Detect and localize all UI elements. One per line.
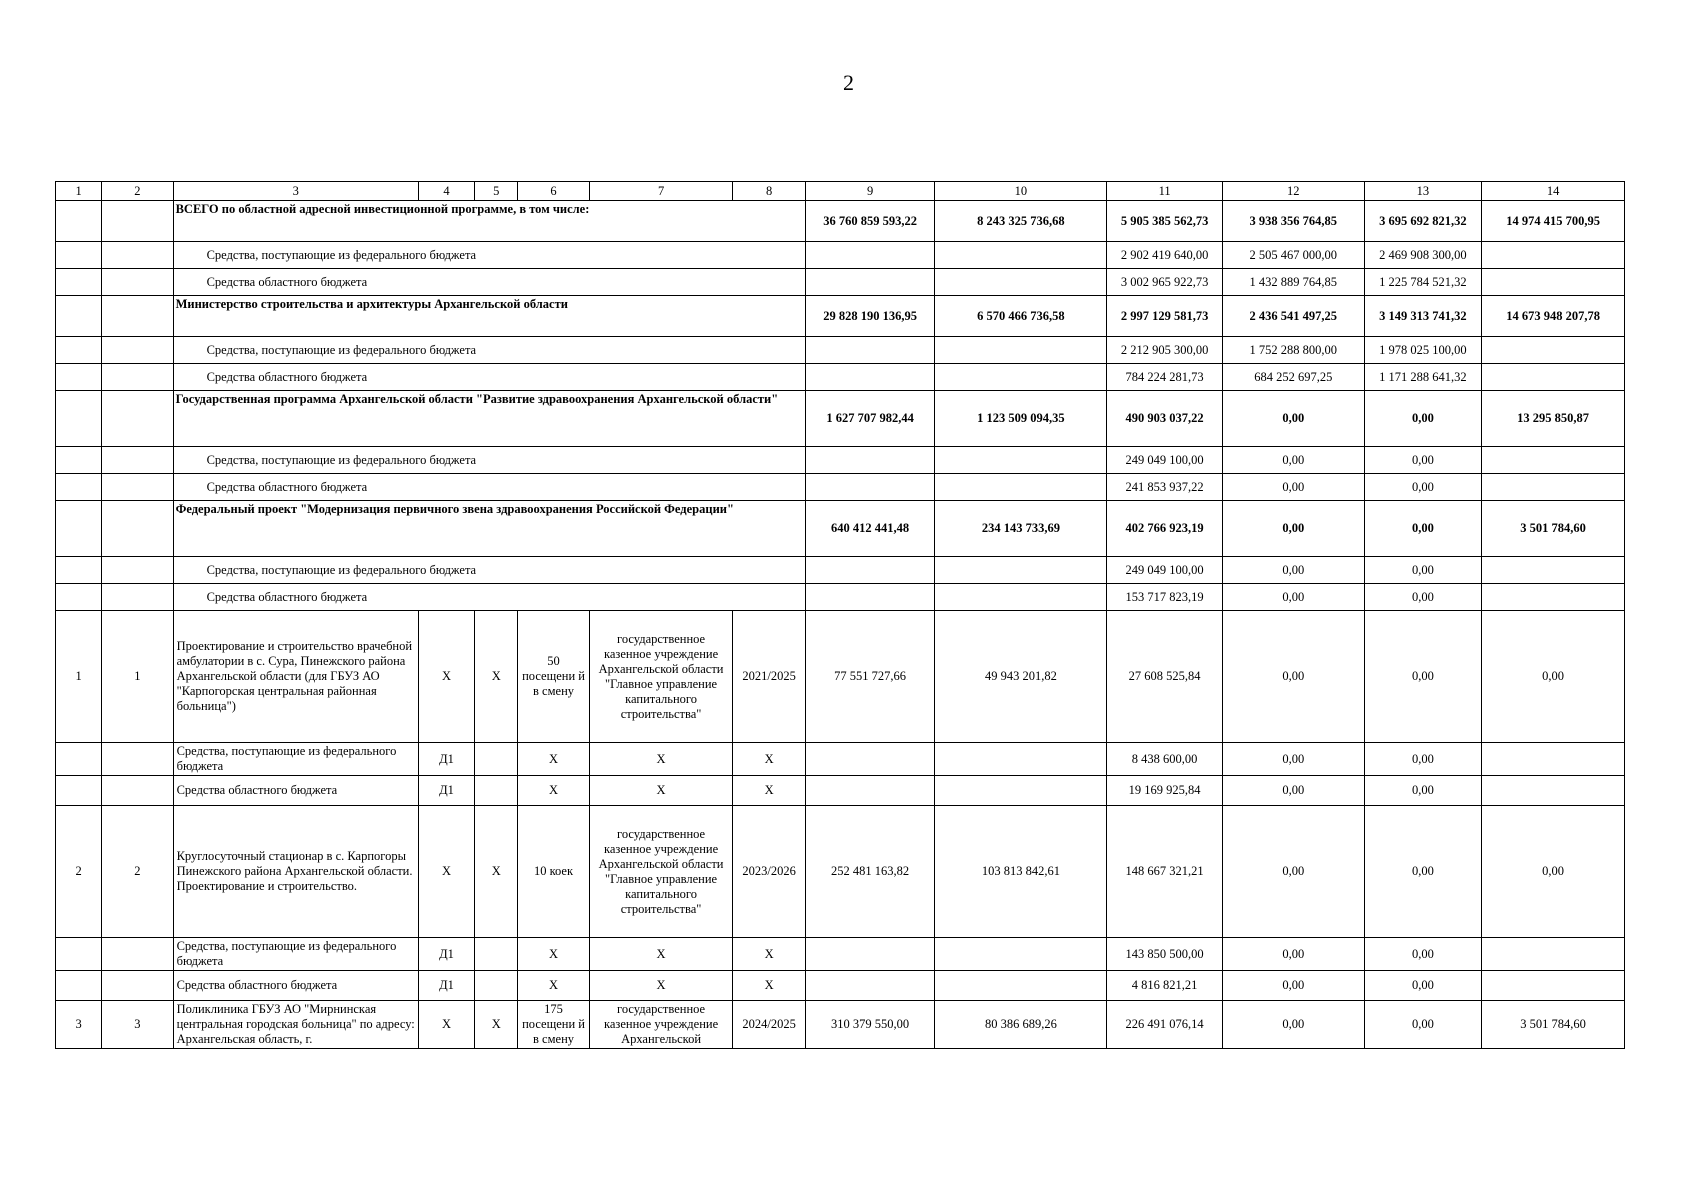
- funding-source-label: Средства, поступающие из федерального бюджета: [173, 557, 805, 584]
- amount-v12: 0,00: [1222, 447, 1364, 474]
- cell-col-5: Х: [475, 1001, 518, 1049]
- cell-col-2: [102, 391, 173, 447]
- budget-table: [55, 181, 1625, 1049]
- cell-col-2: [102, 501, 173, 557]
- amount-v13: 2 469 908 300,00: [1364, 242, 1482, 269]
- amount-v12: 0,00: [1222, 743, 1364, 776]
- amount-v13: 0,00: [1364, 557, 1482, 584]
- amount-v9: [805, 242, 935, 269]
- amount-v11: 249 049 100,00: [1107, 447, 1223, 474]
- cell-col-5: [475, 743, 518, 776]
- amount-v11: 5 905 385 562,73: [1107, 201, 1223, 242]
- cell-col-7: Х: [589, 776, 733, 806]
- amount-v9: 29 828 190 136,95: [805, 296, 935, 337]
- column-number-header: 11: [1107, 182, 1223, 201]
- cell-col-1: [56, 474, 102, 501]
- cell-col-6: Х: [518, 776, 589, 806]
- project-name: Поликлиника ГБУЗ АО "Мирнинская центральная городская больница" по адресу: Архангельская область, г.: [173, 1001, 418, 1049]
- amount-v13: 3 695 692 821,32: [1364, 201, 1482, 242]
- amount-v11: 249 049 100,00: [1107, 557, 1223, 584]
- amount-v12: 3 938 356 764,85: [1222, 201, 1364, 242]
- amount-v13: 0,00: [1364, 1001, 1482, 1049]
- table-row: [56, 337, 1625, 364]
- column-number-header: 10: [935, 182, 1107, 201]
- funding-source-label: Средства, поступающие из федерального бюджета: [173, 447, 805, 474]
- cell-col-1: [56, 201, 102, 242]
- amount-v11: 148 667 321,21: [1107, 806, 1223, 938]
- amount-v14: [1482, 584, 1625, 611]
- cell-col-2: [102, 242, 173, 269]
- amount-v10: 1 123 509 094,35: [935, 391, 1107, 447]
- amount-v12: 0,00: [1222, 611, 1364, 743]
- cell-col-4: Х: [418, 806, 474, 938]
- amount-v9: [805, 584, 935, 611]
- amount-v13: 1 171 288 641,32: [1364, 364, 1482, 391]
- amount-v14: [1482, 743, 1625, 776]
- amount-v11: 2 997 129 581,73: [1107, 296, 1223, 337]
- item-sub-number: 1: [102, 611, 173, 743]
- amount-v10: [935, 474, 1107, 501]
- cell-col-1: [56, 743, 102, 776]
- table-row: [56, 474, 1625, 501]
- amount-v12: 0,00: [1222, 938, 1364, 971]
- funding-source-label: Средства областного бюджета: [173, 776, 418, 806]
- amount-v9: 310 379 550,00: [805, 1001, 935, 1049]
- cell-col-2: [102, 971, 173, 1001]
- table-row: [56, 776, 1625, 806]
- cell-col-4: Х: [418, 1001, 474, 1049]
- amount-v14: [1482, 938, 1625, 971]
- column-number-header: 6: [518, 182, 589, 201]
- amount-v14: [1482, 337, 1625, 364]
- amount-v11: 3 002 965 922,73: [1107, 269, 1223, 296]
- cell-col-4: Д1: [418, 971, 474, 1001]
- item-sub-number: 2: [102, 806, 173, 938]
- cell-col-8: Х: [733, 971, 805, 1001]
- amount-v13: 3 149 313 741,32: [1364, 296, 1482, 337]
- amount-v10: [935, 269, 1107, 296]
- amount-v12: 0,00: [1222, 806, 1364, 938]
- amount-v9: [805, 938, 935, 971]
- amount-v10: [935, 337, 1107, 364]
- cell-col-1: [56, 242, 102, 269]
- amount-v12: 0,00: [1222, 391, 1364, 447]
- column-number-header: 9: [805, 182, 935, 201]
- group-title: Федеральный проект "Модернизация первичного звена здравоохранения Российской Федерации": [173, 501, 805, 557]
- project-name: Проектирование и строительство врачебной амбулатории в с. Сура, Пинежского района Архангельской области (для ГБУЗ АО "Карпогорская центральная районная больница"): [173, 611, 418, 743]
- funding-source-label: Средства, поступающие из федерального бюджета: [173, 242, 805, 269]
- amount-v14: [1482, 447, 1625, 474]
- amount-v9: [805, 447, 935, 474]
- funding-source-label: Средства, поступающие из федерального бюджета: [173, 337, 805, 364]
- amount-v10: 6 570 466 736,58: [935, 296, 1107, 337]
- table-row: [56, 971, 1625, 1001]
- cell-col-1: [56, 971, 102, 1001]
- amount-v13: 1 225 784 521,32: [1364, 269, 1482, 296]
- column-number-header: 8: [733, 182, 805, 201]
- project-name: Круглосуточный стационар в с. Карпогоры Пинежского района Архангельской области. Проектирование и строительство.: [173, 806, 418, 938]
- cell-col-8: Х: [733, 938, 805, 971]
- cell-col-2: [102, 269, 173, 296]
- item-number: 2: [56, 806, 102, 938]
- cell-col-1: [56, 391, 102, 447]
- amount-v10: [935, 557, 1107, 584]
- cell-col-2: [102, 296, 173, 337]
- cell-col-2: [102, 776, 173, 806]
- amount-v13: 0,00: [1364, 743, 1482, 776]
- amount-v10: [935, 743, 1107, 776]
- amount-v9: 252 481 163,82: [805, 806, 935, 938]
- cell-col-8: Х: [733, 776, 805, 806]
- column-number-header: 12: [1222, 182, 1364, 201]
- customer: государственное казенное учреждение Архангельской: [589, 1001, 733, 1049]
- cell-col-5: [475, 776, 518, 806]
- amount-v10: [935, 242, 1107, 269]
- amount-v9: [805, 971, 935, 1001]
- amount-v10: [935, 938, 1107, 971]
- funding-source-label: Средства областного бюджета: [173, 474, 805, 501]
- column-number-header: 2: [102, 182, 173, 201]
- amount-v13: 0,00: [1364, 938, 1482, 971]
- cell-col-4: Д1: [418, 776, 474, 806]
- cell-col-1: [56, 776, 102, 806]
- table-row: [56, 201, 1625, 242]
- cell-col-1: [56, 337, 102, 364]
- amount-v11: 4 816 821,21: [1107, 971, 1223, 1001]
- cell-col-2: [102, 557, 173, 584]
- funding-source-label: Средства областного бюджета: [173, 269, 805, 296]
- amount-v14: 0,00: [1482, 806, 1625, 938]
- amount-v14: [1482, 242, 1625, 269]
- cell-col-5: [475, 938, 518, 971]
- cell-col-1: [56, 501, 102, 557]
- amount-v12: 0,00: [1222, 557, 1364, 584]
- amount-v9: [805, 743, 935, 776]
- cell-col-2: [102, 743, 173, 776]
- amount-v13: 0,00: [1364, 447, 1482, 474]
- amount-v14: 0,00: [1482, 611, 1625, 743]
- column-number-header: 14: [1482, 182, 1625, 201]
- amount-v11: 402 766 923,19: [1107, 501, 1223, 557]
- customer: государственное казенное учреждение Архангельской области "Главное управление капитального строительства": [589, 611, 733, 743]
- amount-v9: [805, 557, 935, 584]
- cell-col-4: Д1: [418, 938, 474, 971]
- cell-col-2: [102, 938, 173, 971]
- amount-v10: 8 243 325 736,68: [935, 201, 1107, 242]
- table-row: [56, 269, 1625, 296]
- amount-v9: 1 627 707 982,44: [805, 391, 935, 447]
- amount-v9: [805, 269, 935, 296]
- capacity: 175 посещени й в смену: [518, 1001, 589, 1049]
- amount-v13: 0,00: [1364, 391, 1482, 447]
- group-title: Министерство строительства и архитектуры Архангельской области: [173, 296, 805, 337]
- capacity: 50 посещени й в смену: [518, 611, 589, 743]
- amount-v14: [1482, 474, 1625, 501]
- amount-v14: 14 673 948 207,78: [1482, 296, 1625, 337]
- amount-v13: 0,00: [1364, 501, 1482, 557]
- cell-col-2: [102, 584, 173, 611]
- cell-col-2: [102, 201, 173, 242]
- item-number: 3: [56, 1001, 102, 1049]
- amount-v10: 49 943 201,82: [935, 611, 1107, 743]
- amount-v11: 27 608 525,84: [1107, 611, 1223, 743]
- amount-v12: 0,00: [1222, 584, 1364, 611]
- table-row: [56, 501, 1625, 557]
- amount-v9: [805, 364, 935, 391]
- cell-col-6: Х: [518, 971, 589, 1001]
- funding-source-label: Средства областного бюджета: [173, 364, 805, 391]
- amount-v14: 3 501 784,60: [1482, 1001, 1625, 1049]
- amount-v13: 0,00: [1364, 776, 1482, 806]
- table-row: [56, 743, 1625, 776]
- cell-col-2: [102, 474, 173, 501]
- table-row: [56, 584, 1625, 611]
- amount-v11: 19 169 925,84: [1107, 776, 1223, 806]
- amount-v9: 640 412 441,48: [805, 501, 935, 557]
- table-row: [56, 557, 1625, 584]
- table-row: [56, 806, 1625, 938]
- amount-v11: 8 438 600,00: [1107, 743, 1223, 776]
- amount-v10: [935, 364, 1107, 391]
- item-sub-number: 3: [102, 1001, 173, 1049]
- amount-v11: 241 853 937,22: [1107, 474, 1223, 501]
- cell-col-1: [56, 938, 102, 971]
- cell-col-1: [56, 296, 102, 337]
- amount-v13: 0,00: [1364, 474, 1482, 501]
- column-number-header: 1: [56, 182, 102, 201]
- amount-v13: 0,00: [1364, 806, 1482, 938]
- funding-source-label: Средства, поступающие из федерального бюджета: [173, 743, 418, 776]
- amount-v9: 36 760 859 593,22: [805, 201, 935, 242]
- amount-v14: [1482, 971, 1625, 1001]
- amount-v12: 684 252 697,25: [1222, 364, 1364, 391]
- amount-v10: 80 386 689,26: [935, 1001, 1107, 1049]
- amount-v13: 1 978 025 100,00: [1364, 337, 1482, 364]
- group-title: Государственная программа Архангельской области "Развитие здравоохранения Архангельской области": [173, 391, 805, 447]
- amount-v14: [1482, 557, 1625, 584]
- amount-v9: [805, 474, 935, 501]
- table-row: [56, 364, 1625, 391]
- amount-v11: 784 224 281,73: [1107, 364, 1223, 391]
- amount-v11: 2 212 905 300,00: [1107, 337, 1223, 364]
- amount-v12: 0,00: [1222, 474, 1364, 501]
- cell-col-2: [102, 364, 173, 391]
- cell-col-6: Х: [518, 938, 589, 971]
- item-number: 1: [56, 611, 102, 743]
- table-row: [56, 611, 1625, 743]
- amount-v12: 1 432 889 764,85: [1222, 269, 1364, 296]
- page-number: 2: [843, 70, 854, 95]
- cell-col-1: [56, 584, 102, 611]
- capacity: 10 коек: [518, 806, 589, 938]
- cell-col-1: [56, 364, 102, 391]
- amount-v14: [1482, 269, 1625, 296]
- amount-v12: 1 752 288 800,00: [1222, 337, 1364, 364]
- amount-v13: 0,00: [1364, 611, 1482, 743]
- amount-v12: 2 505 467 000,00: [1222, 242, 1364, 269]
- group-title: ВСЕГО по областной адресной инвестиционной программе, в том числе:: [173, 201, 805, 242]
- table-row: [56, 1001, 1625, 1049]
- amount-v10: 103 813 842,61: [935, 806, 1107, 938]
- cell-col-5: [475, 971, 518, 1001]
- amount-v9: 77 551 727,66: [805, 611, 935, 743]
- period: 2021/2025: [733, 611, 805, 743]
- amount-v10: [935, 447, 1107, 474]
- cell-col-1: [56, 269, 102, 296]
- cell-col-5: Х: [475, 611, 518, 743]
- table-row: [56, 938, 1625, 971]
- funding-source-label: Средства областного бюджета: [173, 584, 805, 611]
- amount-v13: 0,00: [1364, 584, 1482, 611]
- cell-col-6: Х: [518, 743, 589, 776]
- amount-v11: 2 902 419 640,00: [1107, 242, 1223, 269]
- amount-v14: 3 501 784,60: [1482, 501, 1625, 557]
- amount-v12: 2 436 541 497,25: [1222, 296, 1364, 337]
- amount-v14: [1482, 776, 1625, 806]
- cell-col-7: Х: [589, 938, 733, 971]
- cell-col-4: Д1: [418, 743, 474, 776]
- amount-v11: 490 903 037,22: [1107, 391, 1223, 447]
- column-number-header: 5: [475, 182, 518, 201]
- amount-v14: 14 974 415 700,95: [1482, 201, 1625, 242]
- period: 2024/2025: [733, 1001, 805, 1049]
- amount-v14: [1482, 364, 1625, 391]
- cell-col-5: Х: [475, 806, 518, 938]
- cell-col-8: Х: [733, 743, 805, 776]
- amount-v10: [935, 776, 1107, 806]
- amount-v10: 234 143 733,69: [935, 501, 1107, 557]
- amount-v10: [935, 971, 1107, 1001]
- column-number-header: 4: [418, 182, 474, 201]
- cell-col-7: Х: [589, 743, 733, 776]
- amount-v14: 13 295 850,87: [1482, 391, 1625, 447]
- cell-col-1: [56, 447, 102, 474]
- cell-col-2: [102, 337, 173, 364]
- cell-col-2: [102, 447, 173, 474]
- amount-v11: 143 850 500,00: [1107, 938, 1223, 971]
- column-number-header: 3: [173, 182, 418, 201]
- amount-v12: 0,00: [1222, 971, 1364, 1001]
- column-number-header: 13: [1364, 182, 1482, 201]
- amount-v9: [805, 337, 935, 364]
- amount-v13: 0,00: [1364, 971, 1482, 1001]
- table-row: [56, 296, 1625, 337]
- amount-v10: [935, 584, 1107, 611]
- amount-v11: 226 491 076,14: [1107, 1001, 1223, 1049]
- amount-v12: 0,00: [1222, 501, 1364, 557]
- funding-source-label: Средства областного бюджета: [173, 971, 418, 1001]
- table-row: [56, 391, 1625, 447]
- period: 2023/2026: [733, 806, 805, 938]
- table-row: [56, 447, 1625, 474]
- amount-v12: 0,00: [1222, 1001, 1364, 1049]
- amount-v11: 153 717 823,19: [1107, 584, 1223, 611]
- cell-col-7: Х: [589, 971, 733, 1001]
- cell-col-1: [56, 557, 102, 584]
- funding-source-label: Средства, поступающие из федерального бюджета: [173, 938, 418, 971]
- customer: государственное казенное учреждение Архангельской области "Главное управление капитального строительства": [589, 806, 733, 938]
- column-number-header: 7: [589, 182, 733, 201]
- amount-v12: 0,00: [1222, 776, 1364, 806]
- amount-v9: [805, 776, 935, 806]
- table-row: [56, 242, 1625, 269]
- column-number-row: [56, 182, 1625, 201]
- cell-col-4: Х: [418, 611, 474, 743]
